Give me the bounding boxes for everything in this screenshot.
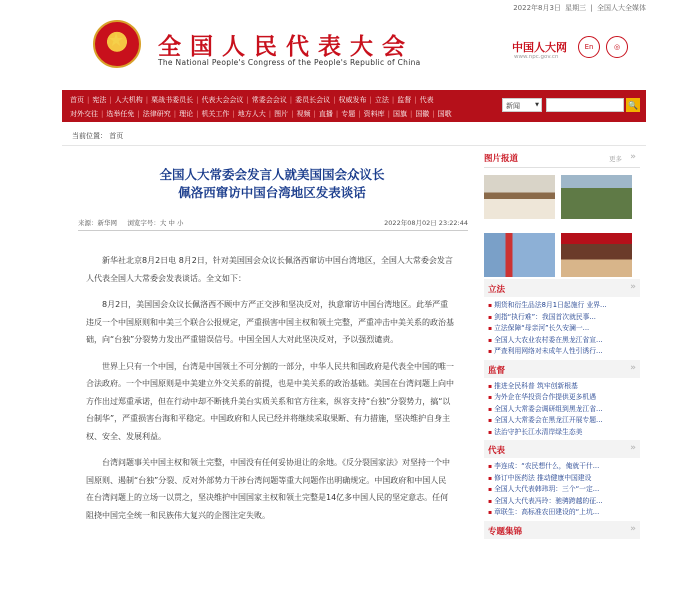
sidebar-section-title[interactable]: 代表	[488, 446, 506, 456]
nav-separator: |	[414, 96, 417, 104]
nav-item[interactable]: 代表	[419, 96, 434, 104]
chevron-right-icon[interactable]: »	[630, 152, 636, 162]
english-button[interactable]: En	[578, 36, 600, 58]
nav-item[interactable]: 资料库	[363, 110, 385, 118]
nav-separator: |	[173, 110, 177, 118]
article-body	[86, 252, 454, 533]
top-bar	[62, 0, 646, 14]
sidebar-list-item[interactable]: ▪ 法治守护长江水清岸绿生态美	[488, 427, 640, 439]
nav-item[interactable]: 权威发布	[338, 96, 367, 104]
sidebar-list-item[interactable]: ▪ 剑指“执行难”：我国首次就民事...	[488, 312, 640, 324]
breadcrumb-home[interactable]: 首页	[109, 132, 124, 140]
sidebar-list-item[interactable]: ▪ 全国人大农业农村委在黑龙江省宣...	[488, 335, 640, 347]
article-paragraph: 台湾问题事关中国主权和领土完整，中国没有任何妥协退让的余地。《反分裂国家法》对坚持一个中国原则、遏制“台独”分裂、反对外部势力干涉台湾问题等重大问题作出明确规定。中国政府和中国人民在台湾问题上的立场一以贯之，坚决维护中国国家主权和领土完整是14亿多中国人民的坚定意志。任何阻挠中国完全统一和民族伟大复兴的企图注定失败。	[86, 458, 450, 520]
sidebar-list-item[interactable]: ▪ 严查利用网络对未成年人性引诱行...	[488, 346, 640, 358]
sidebar-list-item[interactable]: ▪ 全国人大代表冯玲：驰骋跨越的征...	[488, 496, 640, 508]
sidebar-list-item[interactable]: ▪ 立法保障“母亲河”长久安澜一...	[488, 323, 640, 335]
nav-separator: |	[109, 96, 112, 104]
national-emblem-icon: ★	[93, 20, 141, 68]
photo-thumbnail[interactable]	[484, 175, 555, 219]
article-title-line-2: 佩洛西窜访中国台湾地区发表谈话	[178, 185, 366, 200]
nav-item[interactable]: 首页	[70, 96, 84, 104]
nav-separator: |	[335, 110, 339, 118]
nav-separator: |	[391, 96, 395, 104]
nav-separator: |	[87, 96, 90, 104]
page-container	[62, 0, 646, 595]
nav-item[interactable]: 法律研究	[142, 110, 171, 118]
sidebar-list-item[interactable]: ▪ 全国人大常委会调研组到黑龙江省...	[488, 404, 640, 416]
nav-item[interactable]: 栗战书委员长	[151, 96, 194, 104]
meta-divider	[78, 230, 468, 231]
nav-item[interactable]: 视频	[296, 110, 311, 118]
sidebar-list-item[interactable]: ▪ 李连成：“农民想什么，俺就干什...	[488, 461, 640, 473]
nav-separator: |	[333, 96, 336, 104]
sidebar-section-title[interactable]: 监督	[488, 365, 506, 376]
sidebar-list-item[interactable]: ▪ 章联生：高标准农田建设的“上坑...	[488, 507, 640, 519]
photo-grid	[484, 175, 640, 279]
chevron-right-icon[interactable]: »	[630, 282, 636, 292]
article-paragraph: 新华社北京8月2日电 8月2日，针对美国国会众议长佩洛西窜访中国台湾地区，全国人大常委会发言人代表全国人大常委会发表谈话。全文如下：	[86, 256, 453, 283]
divider	[62, 145, 646, 146]
chevron-right-icon[interactable]: »	[630, 523, 636, 534]
nav-item[interactable]: 地方人大	[237, 110, 266, 118]
nav-item[interactable]: 委员长会议	[295, 96, 331, 104]
top-weekday: 星期三	[565, 4, 587, 12]
more-link[interactable]: 更多	[609, 155, 622, 163]
nav-item[interactable]: 国徽	[415, 110, 430, 118]
breadcrumb-label: 当前位置：	[72, 132, 107, 140]
nav-item[interactable]: 理论	[179, 110, 194, 118]
chevron-right-icon[interactable]: »	[630, 443, 636, 453]
article-title-line-1: 全国人大常委会发言人就美国国会众议长	[159, 167, 385, 182]
nav-separator: |	[145, 96, 149, 104]
nav-item[interactable]: 常委会会议	[251, 96, 287, 104]
top-separator: |	[590, 4, 593, 12]
sidebar-list-item[interactable]: ▪ 修订中医药法 推动健康中国建设	[488, 473, 640, 485]
nav-separator: |	[313, 110, 316, 118]
sidebar-list	[484, 378, 640, 441]
article-title	[68, 166, 476, 202]
sidebar-section-header	[484, 521, 640, 539]
source-label: 来源：	[78, 219, 98, 227]
nav-separator: |	[246, 96, 249, 104]
nav-separator: |	[387, 110, 390, 118]
nav-item[interactable]: 专题	[341, 110, 356, 118]
article-paragraph: 8月2日，美国国会众议长佩洛西不顾中方严正交涉和坚决反对，执意窜访中国台湾地区。此举严重违反一个中国原则和中美三个联合公报规定，严重损害中国主权和领土完整，严重冲击中美关系的政治基础，向“台独”分裂势力发出严重错误信号。中国全国人大对此坚决反对，予以强烈谴责。	[86, 300, 454, 344]
nav-item[interactable]: 宪法	[92, 96, 107, 104]
font-size-options[interactable]: 大 中 小	[159, 219, 184, 227]
nav-item[interactable]: 图片	[274, 110, 289, 118]
nav-item[interactable]: 选举任免	[106, 110, 135, 118]
site-subtitle: The National People's Congress of the People's Republic of China	[158, 58, 421, 67]
nav-item[interactable]: 代表大会会议	[201, 96, 244, 104]
sidebar-section-header	[484, 440, 640, 458]
nav-item[interactable]: 人大机构	[114, 96, 143, 104]
main-nav	[62, 90, 646, 122]
sidebar-list	[484, 458, 640, 521]
nav-item[interactable]: 机关工作	[201, 110, 230, 118]
nav-separator: |	[137, 110, 140, 118]
photo-thumbnail[interactable]	[561, 175, 632, 219]
nav-row-1	[70, 95, 437, 105]
photo-thumbnail[interactable]	[561, 233, 632, 277]
nav-separator: |	[268, 110, 272, 118]
nav-item[interactable]: 监督	[397, 96, 412, 104]
sidebar-section-header	[484, 279, 640, 297]
nav-separator: |	[101, 110, 104, 118]
sidebar-list-item[interactable]: ▪ 推进全民科普 筑牢创新根基	[488, 381, 640, 393]
npc-url: www.npc.gov.cn	[514, 54, 559, 60]
site-title: 全国人民代表大会	[158, 33, 414, 60]
top-date: 2022年8月3日	[513, 4, 561, 12]
nav-item[interactable]: 直播	[318, 110, 333, 118]
nav-separator: |	[432, 110, 435, 118]
sidebar-section-header	[484, 360, 640, 378]
sidebar	[484, 152, 640, 544]
sidebar-list	[484, 539, 640, 544]
photo-section-title[interactable]: 图片报道	[484, 154, 519, 164]
nav-item[interactable]: 立法	[374, 96, 389, 104]
search-input[interactable]	[546, 98, 624, 112]
breadcrumb	[72, 131, 123, 141]
nav-row-2	[70, 109, 455, 119]
article-meta	[78, 218, 468, 227]
article-paragraph: 世界上只有一个中国，台湾是中国领土不可分割的一部分，中华人民共和国政府是代表全中国的唯一合法政府。一个中国原则是中美建立外交关系的前提，也是中美关系的政治基础。美国在台湾问题上向中方作出过郑重承诺，但在行动中却不断挑升美台实质关系和官方往来，纵容支持“台独”分裂势力，搞“以台制华”，严重损害台海和平稳定。中国政府和人民已经并将继续采取果断、有力措施，坚决维护自身主权、安全、发展利益。	[86, 361, 454, 441]
font-size-label: 浏览字号：	[127, 219, 160, 227]
sidebar-list-item[interactable]: ▪ 全国人大常委会在黑龙江开展专题...	[488, 415, 640, 427]
chevron-right-icon[interactable]: »	[630, 362, 636, 373]
search-icon[interactable]: 🔍	[626, 98, 640, 112]
nav-separator: |	[409, 110, 413, 118]
nav-separator: |	[232, 110, 235, 118]
nav-separator: |	[196, 110, 199, 118]
sidebar-section-title[interactable]: 专题集锦	[488, 526, 523, 537]
photo-thumbnail[interactable]	[484, 233, 555, 277]
source-value: 新华网	[97, 219, 117, 227]
nav-separator: |	[358, 110, 361, 118]
nav-separator: |	[291, 110, 294, 118]
portal-link[interactable]: 全国人大全媒体	[597, 4, 646, 12]
site-header	[62, 14, 646, 90]
nav-separator: |	[289, 96, 293, 104]
nav-item[interactable]: 国歌	[437, 110, 452, 118]
sidebar-list-item[interactable]: ▪ 为外企在华投资合作提供更多机遇	[488, 392, 640, 404]
sidebar-section-title[interactable]: 立法	[488, 285, 506, 295]
photo-section-header	[484, 152, 640, 168]
sidebar-sections	[484, 279, 640, 544]
sidebar-list	[484, 297, 640, 360]
nav-separator: |	[369, 96, 372, 104]
nav-item[interactable]: 国旗	[392, 110, 407, 118]
nav-separator: |	[196, 96, 199, 104]
search-category-select[interactable]: 新闻 ▼	[502, 98, 542, 112]
article-date: 2022年08月02日 23:22:44	[384, 219, 468, 227]
sidebar-list-item[interactable]: ▪ 全国人大代表韩玮玥：三个“一定...	[488, 484, 640, 496]
article	[68, 152, 476, 595]
npc-logo[interactable]: 中国人大网	[512, 41, 567, 54]
nav-item[interactable]: 对外交往	[70, 110, 98, 118]
sidebar-list-item[interactable]: ▪ 期货和衍生品法8月1日起施行 业界...	[488, 300, 640, 312]
accessibility-button[interactable]: ◎	[606, 36, 628, 58]
